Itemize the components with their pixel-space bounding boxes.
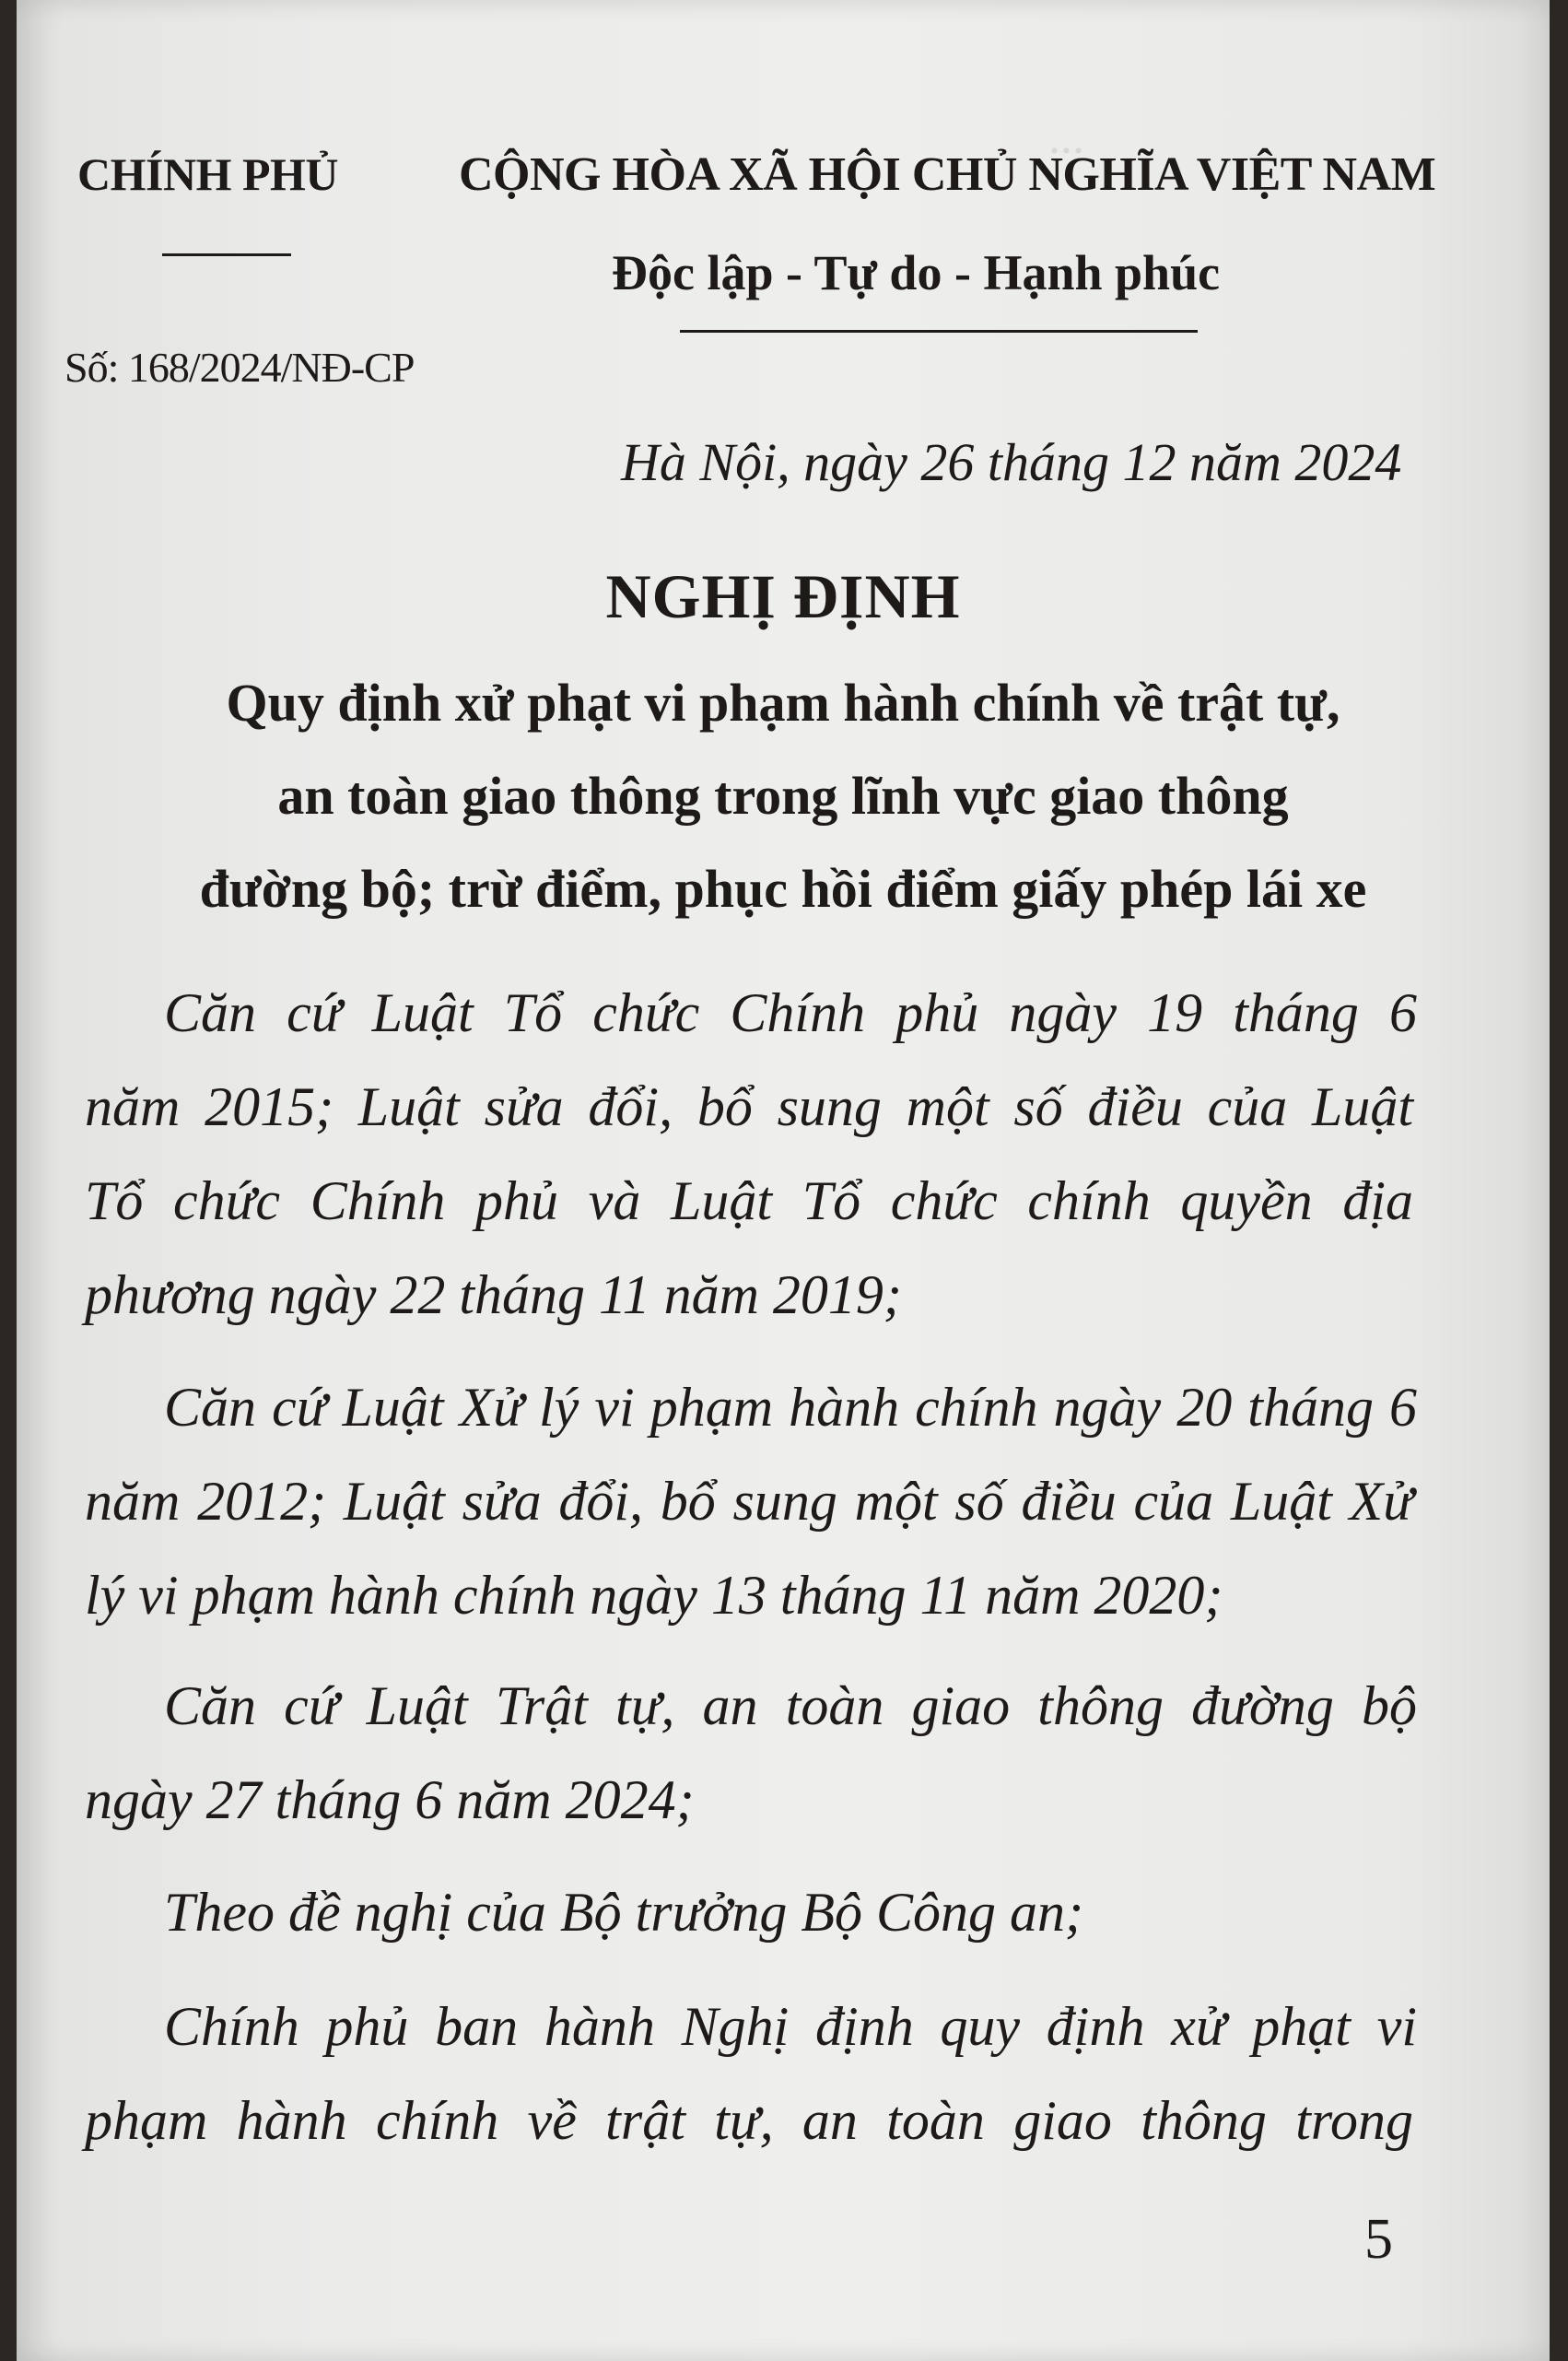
nation-name: CỘNG HÒA XÃ HỘI CHỦ NGHĨA VIỆT NAM <box>459 148 1436 201</box>
page-number: 5 <box>1364 2208 1393 2271</box>
document-number: Số: 168/2024/NĐ-CP <box>64 344 415 391</box>
national-motto: Độc lập - Tự do - Hạnh phúc <box>612 245 1221 300</box>
book-page <box>17 0 1550 2361</box>
bleed-through: ... <box>1048 112 1084 164</box>
paragraph-line: ngày 27 tháng 6 năm 2024; <box>85 1769 695 1830</box>
paragraph-line: Căn cứ Luật Xử lý vi phạm hành chính ngày 20 tháng 6 <box>164 1377 1417 1438</box>
paragraph-line: Chính phủ ban hành Nghị định quy định xử phạt vi <box>164 1996 1417 2057</box>
paragraph-line: Căn cứ Luật Tổ chức Chính phủ ngày 19 tháng 6 <box>164 982 1417 1043</box>
paragraph-line: phạm hành chính về trật tự, an toàn giao thông trong <box>85 2090 1413 2151</box>
paragraph-line: năm 2015; Luật sửa đổi, bổ sung một số điều của Luật <box>85 1076 1413 1137</box>
paragraph-line: Căn cứ Luật Trật tự, an toàn giao thông đường bộ <box>164 1675 1417 1736</box>
paragraph-line: Tổ chức Chính phủ và Luật Tổ chức chính quyền địa <box>85 1170 1413 1231</box>
issuing-authority: CHÍNH PHỦ <box>77 148 338 200</box>
paragraph-line: lý vi phạm hành chính ngày 13 tháng 11 năm 2020; <box>85 1565 1223 1626</box>
subject-line: an toàn giao thông trong lĩnh vực giao thông <box>277 766 1289 826</box>
paragraph-line: năm 2012; Luật sửa đổi, bổ sung một số điều của Luật Xử <box>85 1471 1413 1532</box>
document-subject <box>17 656 1550 935</box>
paragraph-line: Theo đề nghị của Bộ trưởng Bộ Công an; <box>164 1882 1083 1943</box>
place-and-date: Hà Nội, ngày 26 tháng 12 năm 2024 <box>621 432 1402 492</box>
subject-line: Quy định xử phạt vi phạm hành chính về trật tự, <box>226 673 1340 733</box>
document-type-title: NGHỊ ĐỊNH <box>605 561 961 631</box>
motto-underline <box>680 330 1198 333</box>
paragraph-line: phương ngày 22 tháng 11 năm 2019; <box>85 1264 902 1325</box>
subject-line: đường bộ; trừ điểm, phục hồi điểm giấy phép lái xe <box>199 859 1367 919</box>
authority-underline <box>162 253 291 256</box>
